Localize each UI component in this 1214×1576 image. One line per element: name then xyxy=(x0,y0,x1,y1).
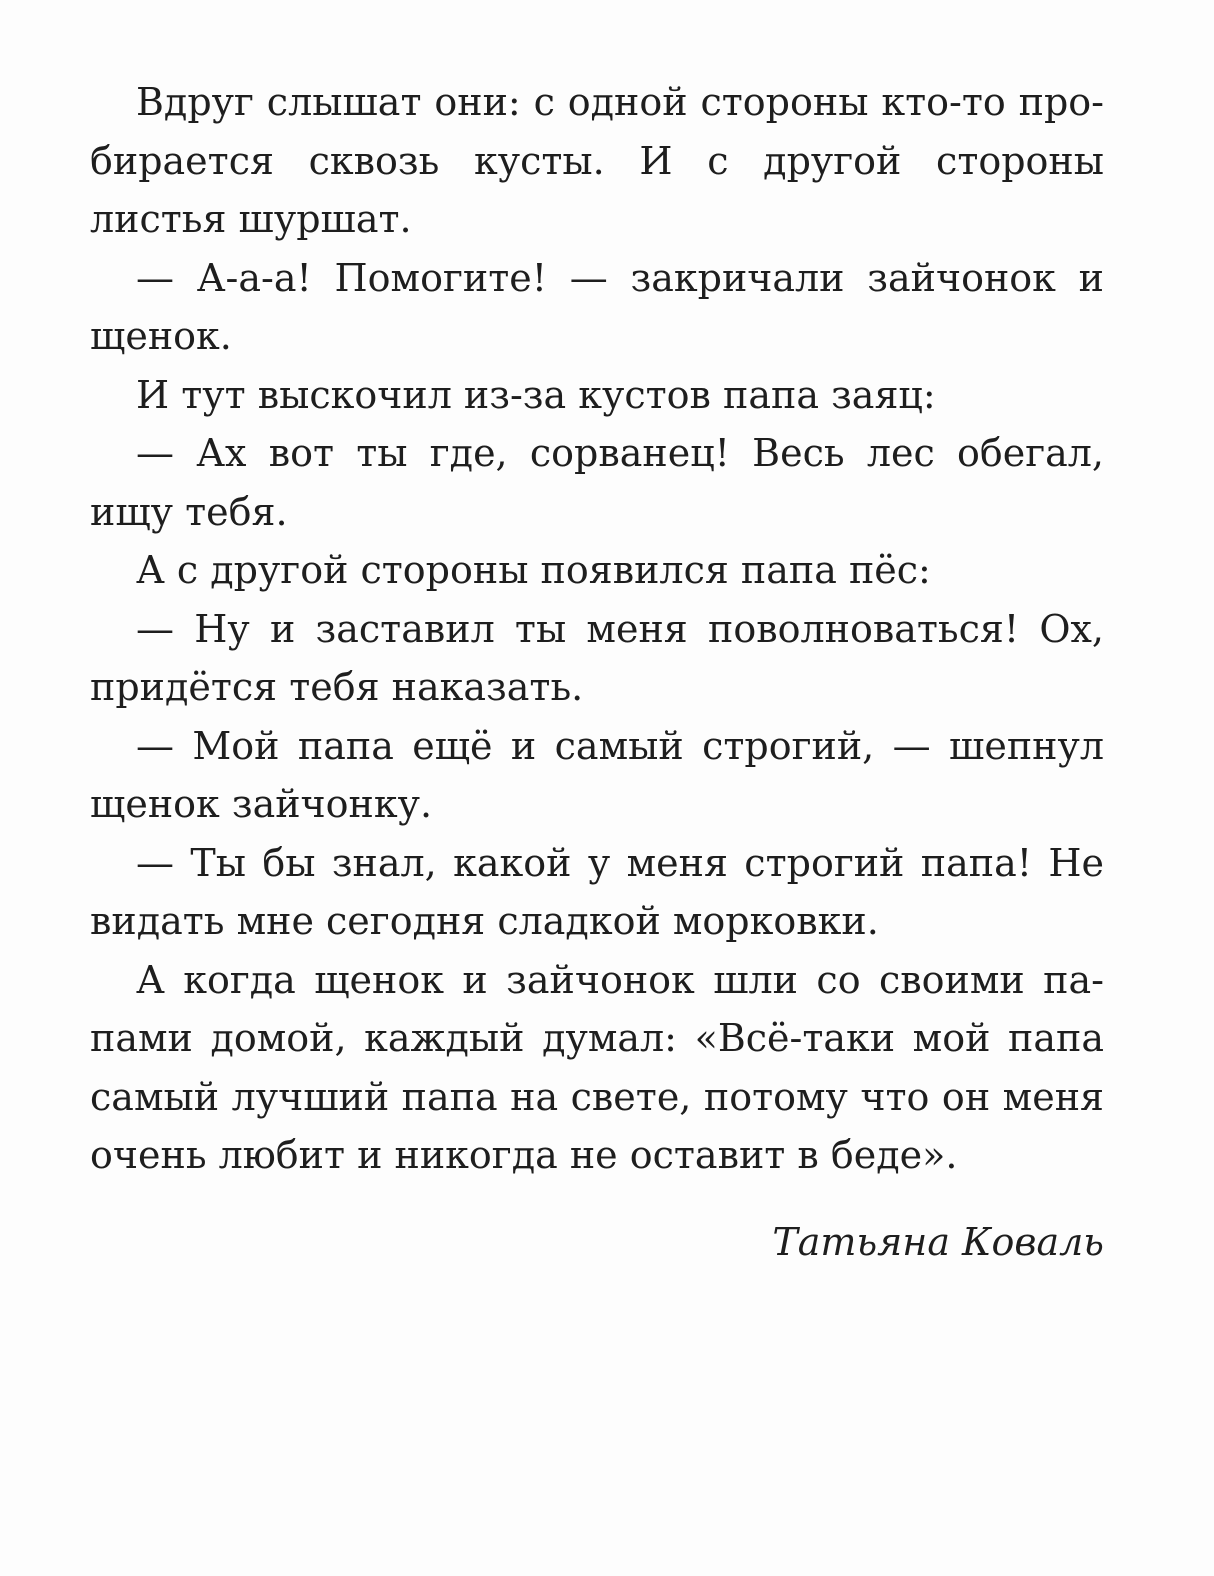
story-paragraph: А с другой стороны появился папа пёс: xyxy=(136,548,931,592)
story-paragraph: — Ну и заставил ты меня поволноваться! Ох, придётся тебя наказать. xyxy=(90,606,1104,709)
story-page xyxy=(90,73,1104,1271)
story-paragraph: — Мой папа ещё и самый строгий, — шепнул щенок зайчонку. xyxy=(90,723,1104,826)
author-signature: Татьяна Коваль xyxy=(772,1219,1104,1264)
story-paragraph: — Ты бы знал, какой у меня строгий папа! Не видать мне сегодня сладкой морковки. xyxy=(90,840,1104,943)
story-paragraph: А когда щенок и зайчонок шли со своими папами домой, каждый думал: «Всё-таки мой папа самый лучший папа на свете, потому что он меня очень любит и никогда не оставит в беде». xyxy=(90,957,1104,1177)
story-paragraph: Вдруг слышат они: с одной стороны кто-то пробирается сквозь кусты. И с другой стороны листья шуршат. xyxy=(90,80,1104,241)
story-paragraph: — Ах вот ты где, сорванец! Весь лес обегал, ищу тебя. xyxy=(90,431,1104,534)
story-paragraph: И тут выскочил из-за кустов папа заяц: xyxy=(136,372,936,417)
story-paragraph: — А-а-а! Помогите! — закричали зайчонок и щенок. xyxy=(90,255,1104,358)
